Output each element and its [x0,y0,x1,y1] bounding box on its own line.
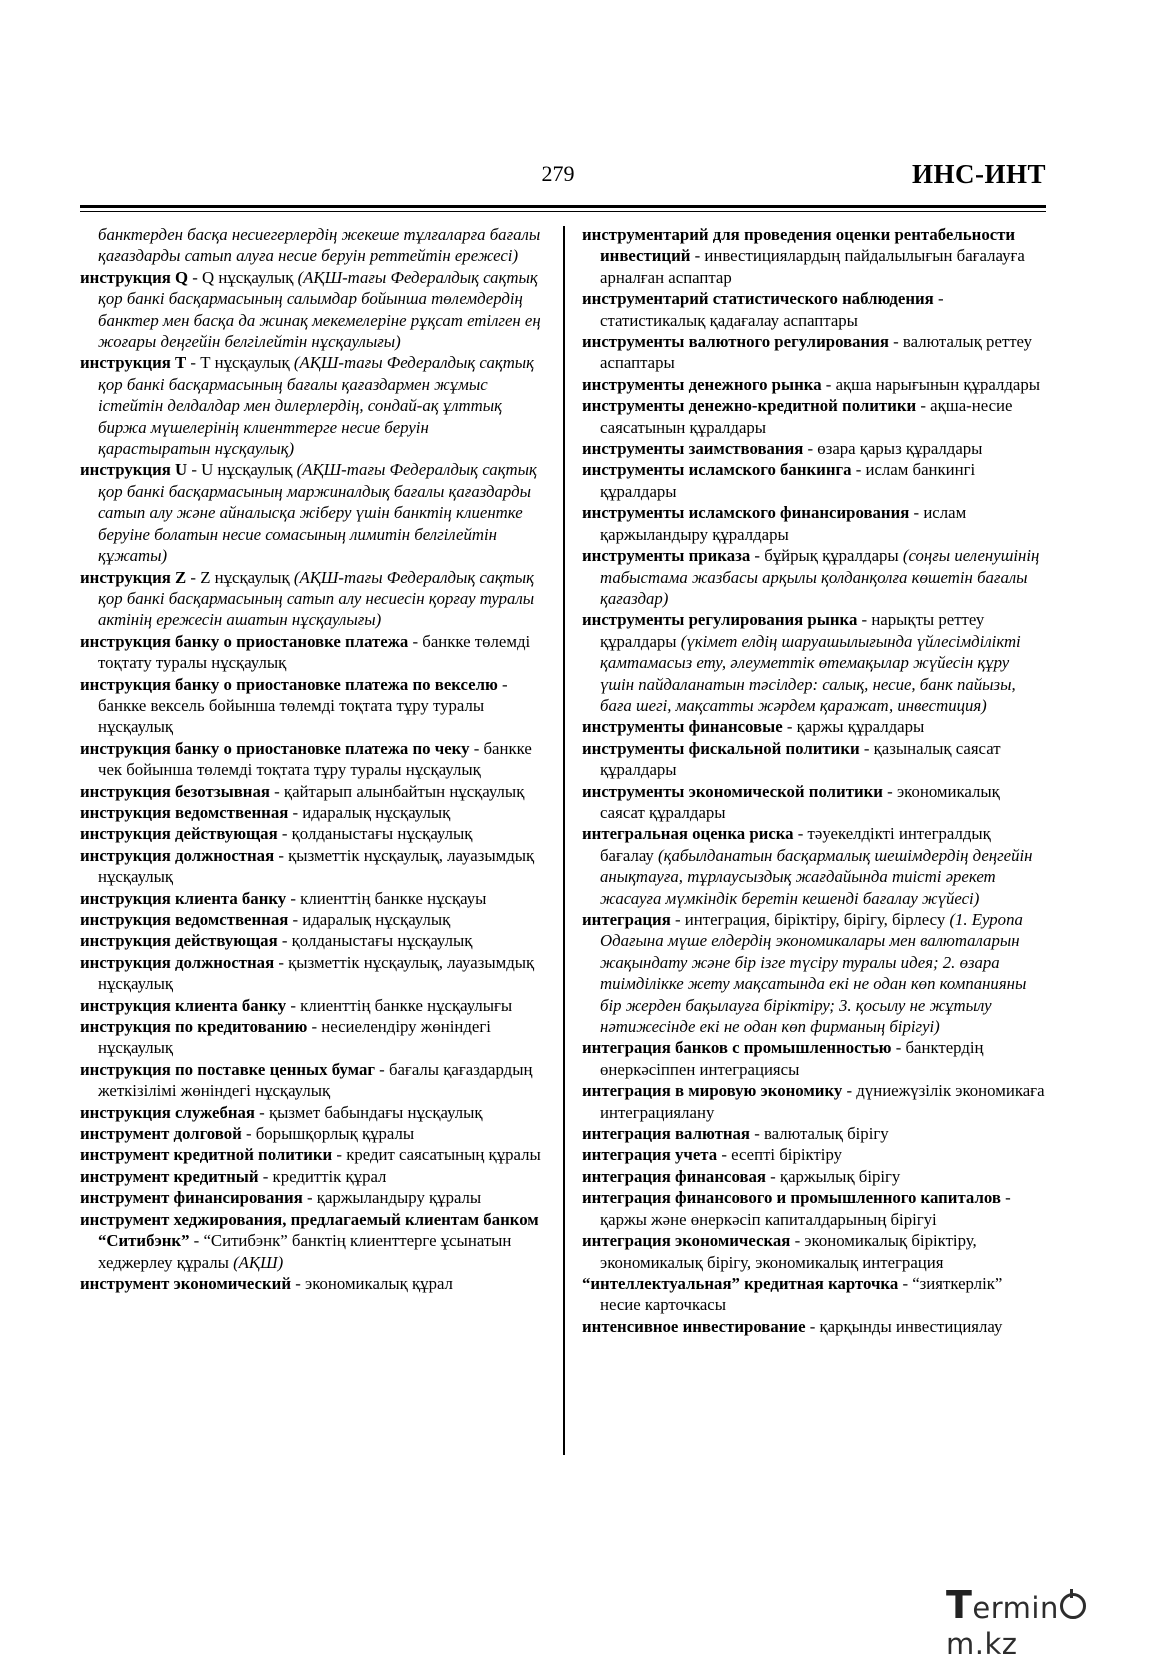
entry-term: интеграция банков с промышленностью [582,1038,892,1058]
dictionary-entry [582,1144,1047,1165]
entry-gloss: - статистикалық қадағалау аспаптары [600,289,944,330]
dictionary-entry [582,502,1047,545]
dictionary-entry [582,1230,1047,1273]
entry-gloss: - “зияткерлік” несие карточкасы [600,1273,1003,1315]
entry-gloss: - банкке төлемді тоқтату туралы нұсқаулық [98,631,531,673]
dictionary-entry [80,224,542,267]
entry-gloss: - дүниежүзілік экономикаға интеграциялану [600,1081,1045,1122]
right-column [582,224,1047,1337]
dictionary-entry [582,738,1047,781]
entry-note: (АҚШ) [233,1252,284,1272]
entry-gloss: - қызмет бабындағы нұсқаулық [254,1102,483,1122]
entry-gloss: - қарқынды инвестициялау [805,1316,1003,1336]
entry-gloss: - қолданыстағы нұсқаулық [277,931,473,951]
entry-term: инструменты заимствования [582,439,804,459]
dictionary-entry [80,567,542,631]
header-rule [80,205,1046,208]
entry-term: интеграция финансовая [582,1166,766,1186]
entry-gloss: - қаржы және өнеркәсіп капиталдарының бірігуі [600,1188,1011,1229]
dictionary-entry [582,909,1047,1037]
entry-note: (соңғы иеленушінің табыстама жазбасы арқылы қолданқолға көшетін бағалы қағаздар) [600,546,1040,608]
entry-note: (1. Еуропа Одағына мүше елдердің экономикалары мен валюталарын жақындату және бір ізге түсіру туралы идея; 2. өзара тиімділікке жету мақсатында екі не одан көп компанияны бір жерден бақылауға біріктіру; 3. қосылу не жұтылу нәтижесінде екі не одан көп фирманың бірігуі) [600,910,1027,1037]
entry-gloss: - Z нұсқаулық [186,567,294,587]
watermark-text-2: m.kz [946,1627,1018,1661]
entry-gloss: - инвестициялардың пайдалылығын бағалауға арналған аспаптар [600,246,1025,287]
entry-term: инструкция должностная [80,952,275,972]
entry-gloss: - өзара қарыз құралдары [803,439,983,459]
entry-gloss: - нарықты реттеу құралдары [600,610,985,651]
watermark-lead-letter: T [946,1583,973,1627]
entry-gloss: - қаржылық бірігу [765,1166,901,1186]
entry-gloss: - қолданыстағы нұсқаулық [277,824,473,844]
dictionary-entry [582,395,1047,438]
entry-gloss: - экономикалық құрал [291,1273,453,1293]
entry-term: инструкция ведомственная [80,910,289,929]
dictionary-entry [582,609,1047,716]
dictionary-entry [80,952,542,995]
dictionary-entry [582,331,1047,374]
entry-term: инструменты исламского финансирования [582,503,910,523]
dictionary-entry [582,1187,1047,1230]
watermark-text-1: ermin [972,1591,1059,1625]
entry-gloss: - “Ситибэнк” банктің клиенттерге ұсынатын хеджерлеу құралы [98,1231,512,1272]
entry-term: интенсивное инвестирование [582,1316,806,1336]
entry-note: (АҚШ-тағы Федералдық сақтық қор банкі басқармасының сатып алу несиесін қорғау туралы актінің ережесін ашатын нұсқаулығы) [98,567,535,630]
entry-term: “интеллектуальная” кредитная карточка [582,1273,899,1293]
dictionary-entry [582,288,1047,331]
entry-term: инструкция действующая [80,824,278,844]
dictionary-entry [80,1144,542,1165]
entry-term: инструменты регулирования рынка [582,610,858,630]
entry-term: инструменты исламского банкинга [582,460,852,480]
dictionary-entry [80,930,542,951]
entry-term: инструкция безотзывная [80,781,270,801]
dictionary-entry [582,1123,1047,1144]
entry-gloss: - ақша-несие саясатынын құралдары [600,396,1013,437]
entry-term: инструкция банку о приостановке платежа по векселю [80,674,498,694]
entry-term: интеграция экономическая [582,1231,791,1251]
entry-note: (АҚШ-тағы Федералдық сақтық қор банкі басқармасының салымдар бойынша төлемдердің банктер мен басқа да жинақ мекемелеріне рұқсат етілген ең жоғары деңгейін белгілейтін нұсқаулығы) [98,267,541,352]
entry-gloss: - ислам банкингі құралдары [600,460,976,501]
entry-gloss: - бұйрық құралдары [750,546,903,566]
dictionary-entry [582,224,1047,288]
entry-note: (қабылданатын басқармалық шешімдердің деңгейін анықтауға, тұрлаусыздық жағдайында тиісті әрекет жасауға мүмкіндік беретін кешенді бағалау жүйесі) [600,845,1033,908]
entry-gloss: - есепті біріктіру [717,1145,843,1165]
entry-gloss: - борышқорлық құралы [241,1124,415,1144]
entry-gloss: - Т нұсқаулық [186,353,294,373]
dictionary-entry [80,888,542,909]
entry-gloss: - клиенттің банкке нұсқаулығы [286,995,513,1015]
entry-term: инструкция Z [80,567,187,587]
entry-gloss: - валюталық бірігу [750,1124,889,1144]
entry-term: инструкция U [80,460,188,480]
entry-term: инструмент экономический [80,1273,292,1293]
entry-term: инструкция клиента банку [80,888,287,908]
dictionary-entry [80,802,542,823]
entry-gloss: - қызметтік нұсқаулық, лауазымдық нұсқаулық [98,952,535,994]
dictionary-entry [80,909,542,930]
running-head: ИНС-ИНТ [911,159,1046,189]
entry-term: инструкция банку о приостановке платежа по чеку [80,738,470,758]
entry-gloss: - клиенттің банкке нұсқауы [286,888,487,908]
entry-term: инструменты экономической политики [582,781,883,801]
dictionary-entry [582,1273,1047,1316]
dictionary-entry [582,1166,1047,1187]
entry-gloss: - бағалы қағаздардың жеткізілімі жөніндегі нұсқаулық [98,1059,533,1101]
dictionary-entry [582,459,1047,502]
entry-gloss: - U нұсқаулық [187,460,297,480]
dictionary-entry [582,1080,1047,1123]
entry-term: интеграция в мировую экономику [582,1081,843,1101]
dictionary-entry [582,781,1047,824]
entry-term: интеграция учета [582,1145,718,1165]
entry-term: инструкция по кредитованию [80,1017,308,1037]
page-number: 279 [541,161,575,186]
dictionary-entry [80,674,542,738]
entry-gloss: - кредиттік құрал [258,1166,387,1186]
entry-term: интегральная оценка риска [582,824,794,844]
entry-gloss: - Q нұсқаулық [188,267,298,287]
dictionary-entry [80,823,542,844]
entry-gloss: - валюталық реттеу аспаптары [600,332,1032,373]
dictionary-entry [582,438,1047,459]
entry-note: (АҚШ-тағы Федералдық сақтық қор банкі басқармасының бағалы қағаздармен жұмыс істейтін делдалдар мен дилерлердің, сондай-ақ ұлттық биржа мүшелерінің клиенттерге несие беруін қарастыратын нұсқаулық) [98,353,535,459]
entry-gloss: - банкке чек бойынша төлемді тоқтата тұру туралы нұсқаулық [98,738,532,780]
entry-term: инструкция ведомственная [80,802,289,822]
entry-gloss: - экономикалық біріктіру, экономикалық бірігу, экономикалық интеграция [600,1231,977,1272]
entry-term: инструкция Q [80,267,189,287]
entry-note: (үкімет елдің шаруашылығында үйлесімділікті қамтамасыз ету, әлеуметтік өтемақылар жүйесін құру үшін пайдаланатын тәсілдер: салық, несие, банк пайызы, баға шегі, мақсатты жәрдем қаражат, инвестиция) [600,631,1021,715]
column-divider [563,226,565,1455]
entry-term: инструкция по поставке ценных бумаг [80,1059,375,1079]
entry-gloss: - кредит саясатының құралы [332,1145,541,1165]
entry-term: инструмент кредитной политики [80,1145,333,1165]
dictionary-entry [582,545,1047,609]
dictionary-entry [80,1102,542,1123]
header-rule-thin [80,211,1046,212]
dictionary-entry [80,1273,542,1294]
dictionary-entry [80,1123,542,1144]
entry-gloss: - ақша нарығынын құралдары [821,374,1040,394]
dictionary-entry [582,374,1047,395]
watermark-o-icon [1060,1593,1086,1619]
entry-term: инструмент финансирования [80,1188,303,1208]
entry-term: инструкция действующая [80,931,278,951]
dictionary-entry [80,631,542,674]
entry-term: инструкция клиента банку [80,995,287,1015]
dictionary-entry [80,738,542,781]
left-column [80,224,542,1294]
entry-gloss: - интеграция, біріктіру, бірігу, бірлесу [670,910,950,929]
entry-gloss: - идаралық нұсқаулық [288,802,451,822]
entry-gloss: - банктердің өнеркәсіппен интеграциясы [600,1038,984,1079]
dictionary-entry [80,459,542,566]
dictionary-entry [80,995,542,1016]
entry-gloss: - қаржы құралдары [782,717,925,737]
entry-gloss: - қайтарып алынбайтын нұсқаулық [269,781,525,801]
entry-term: интеграция финансового и промышленного капиталов [582,1188,1001,1208]
entry-gloss: - экономикалық саясат құралдары [600,781,1000,822]
entry-term: инструменты денежно-кредитной политики [582,396,917,416]
entry-term: инструкция банку о приостановке платежа [80,631,409,651]
entry-gloss: - қаржыландыру құралы [302,1188,482,1208]
entry-term: инструкция Т [80,353,187,373]
watermark-logo [946,1583,1158,1661]
entry-gloss: - қазыналық саясат құралдары [600,738,1001,780]
dictionary-entry [80,1059,542,1102]
dictionary-entry [80,1209,542,1273]
entry-gloss: - банкке вексель бойынша төлемді тоқтата тұру туралы нұсқаулық [98,674,508,737]
dictionary-entry [80,1016,542,1059]
dictionary-entry [80,267,542,353]
entry-term: инструменты финансовые [582,717,783,737]
dictionary-entry [582,1037,1047,1080]
dictionary-entry [582,823,1047,909]
dictionary-entry [80,845,542,888]
entry-term: инструменты валютного регулирования [582,332,889,352]
entry-gloss: - идаралық нұсқаулық [288,910,451,929]
entry-term: инструменты приказа [582,546,751,566]
entry-note: (АҚШ-тағы Федералдық сақтық қор банкі басқармасының маржиналдық бағалы қағаздарды сатып алу және айналысқа жіберу үшін банктің клиентке беруіне болатын несие сомасының лимитін белгілейтін құжаты) [98,460,537,566]
entry-term: инструментарий статистического наблюдения [582,289,934,309]
entry-gloss: - тәуекелдікті интегралдық бағалау [600,824,991,865]
entry-term: инструментарий для проведения оценки рентабельности инвестиций [582,225,1016,266]
dictionary-entry [80,352,542,459]
dictionary-entry [582,1316,1047,1337]
entry-term: инструменты фискальной политики [582,738,860,758]
dictionary-entry [80,1187,542,1208]
entry-term: инструкция служебная [80,1102,255,1122]
entry-note: банктерден басқа несиегерлердің жекеше тұлғаларға бағалы қағаздарды сатып алуға несие беруін реттейтін ережесі) [98,225,541,266]
entry-term: инструмент кредитный [80,1166,259,1186]
entry-term: инструмент хеджирования, предлагаемый клиентам банком “Ситибэнк” [80,1209,539,1251]
entry-term: инструменты денежного рынка [582,374,822,394]
entry-gloss: - ислам қаржыландыру құралдары [600,503,967,544]
entry-term: интеграция валютная [582,1124,750,1144]
entry-gloss: - қызметтік нұсқаулық, лауазымдық нұсқаулық [98,845,535,887]
entry-term: инструкция должностная [80,845,275,865]
dictionary-entry [80,1166,542,1187]
dictionary-entry [80,781,542,802]
entry-gloss: - несиелендіру жөніндегі нұсқаулық [98,1017,491,1058]
entry-term: интеграция [582,910,671,929]
entry-term: инструмент долговой [80,1124,242,1144]
dictionary-entry [582,716,1047,737]
